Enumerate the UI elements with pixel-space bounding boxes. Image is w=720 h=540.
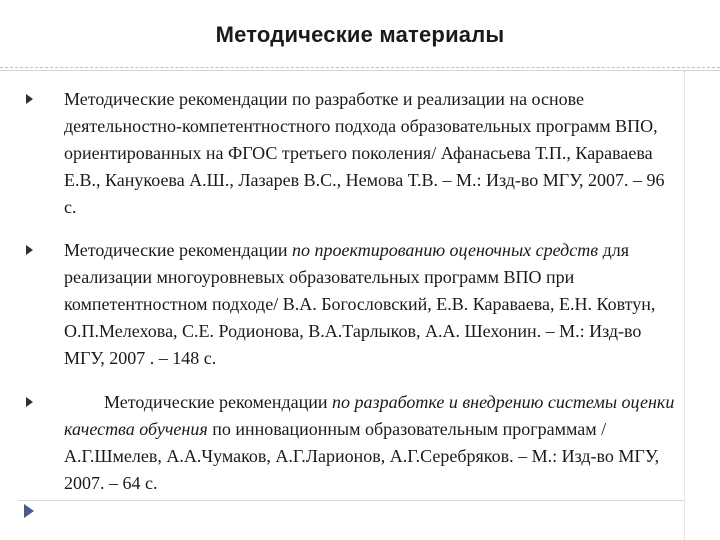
text-run: Методические рекомендации xyxy=(104,392,333,412)
text-run-italic: по разработке и внедрению системы оценки качества обучения xyxy=(64,392,675,439)
text-run: по инновационным образовательным программам / А.Г.Шмелев, А.А.Чумаков, А.Г.Ларионов, А.Г.Серебряков. – М.: Изд-во МГУ, 2007. – 64 с. xyxy=(64,419,660,493)
bullet-triangle-icon xyxy=(26,397,33,407)
list-item-text xyxy=(64,86,680,221)
text-run: Методические рекомендации xyxy=(64,240,293,260)
footer-divider xyxy=(18,500,684,501)
right-border-line xyxy=(684,70,685,540)
header-divider xyxy=(0,67,720,68)
list-item-text xyxy=(64,389,680,497)
header-divider-secondary xyxy=(0,70,720,71)
page-title: Методические материалы xyxy=(215,22,505,47)
bullet-triangle-icon xyxy=(26,94,33,104)
text-run: Методические рекомендации по разработке и реализации на основе деятельностно-компетентностного подхода образовательных программ ВПО, ориентированных на ФГОС третьего поколения/ Афанасьева Т.П., Караваева Е.В., Канукоева А.Ш., Лазарев В.С., Немова Т.В. – М.: Изд-во МГУ, 2007. – 96 с. xyxy=(64,89,665,217)
slide-corner-arrow-icon xyxy=(24,504,34,518)
text-run: для реализации многоуровневых образовательных программ ВПО при компетентностном подходе/ В.А. Богословский, Е.В. Караваева, Е.Н. Ковтун, О.П.Мелехова, С.Е. Родионова, В.А.Тарлыков, А.А. Шехонин. – М.: Изд-во МГУ, 2007 . – 148 с. xyxy=(64,240,656,368)
list-item-text xyxy=(64,237,680,372)
text-run-italic: по проектированию оценочных средств xyxy=(292,240,599,260)
bullet-triangle-icon xyxy=(26,245,33,255)
